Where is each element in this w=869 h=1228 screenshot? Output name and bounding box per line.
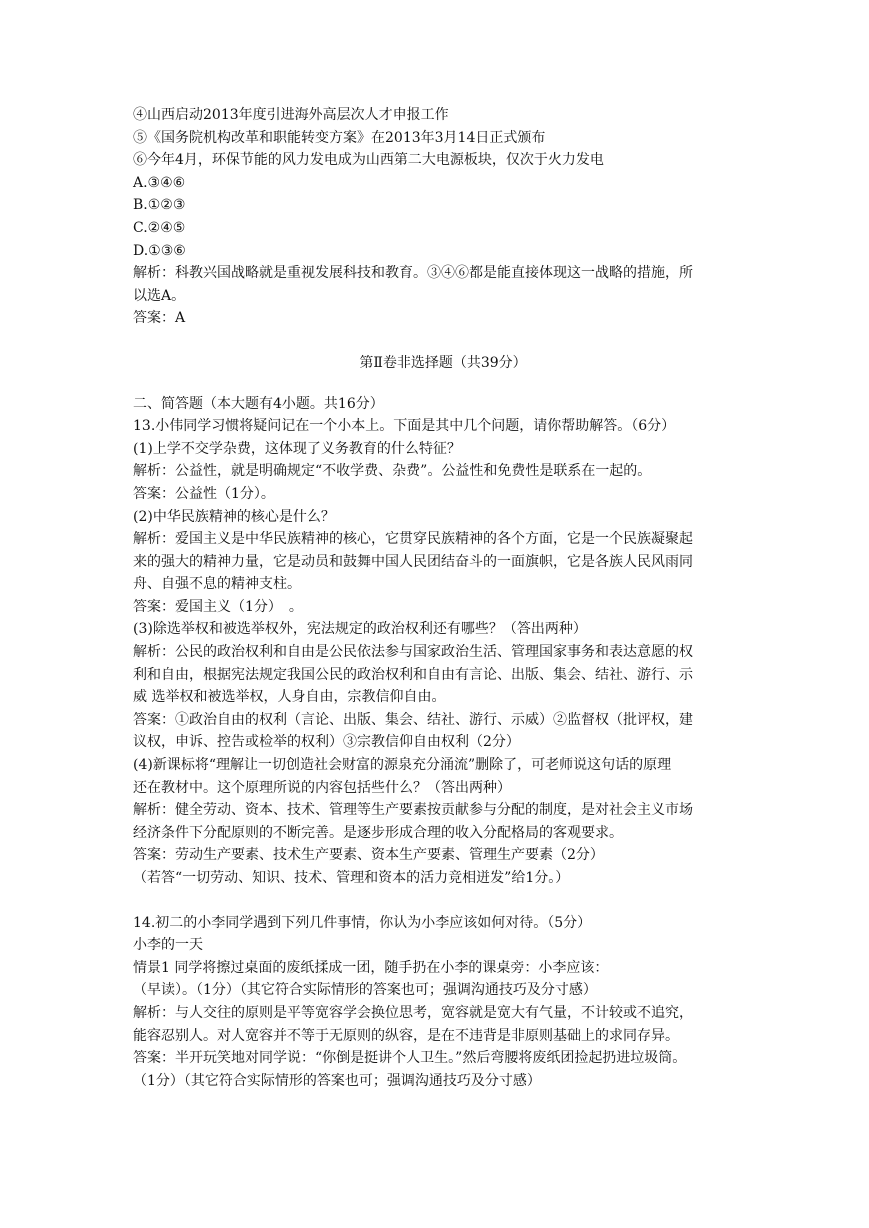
scenario-1-note: （早读）。（1分）（其它符合实际情形的答案也可；强调沟通技巧及分寸感） bbox=[133, 982, 597, 999]
analysis-line: 威 选举权和被选举权，人身自由，宗教信仰自由。 bbox=[133, 689, 446, 706]
option-statement-6: ⑥今年4月，环保节能的风力发电成为山西第二大电源板块，仅次于火力发电 bbox=[133, 152, 604, 169]
analysis-line: 以选A。 bbox=[133, 287, 186, 304]
answer-note: （若答“一切劳动、知识、技术、管理和资本的活力竞相迸发”给1分。） bbox=[133, 870, 570, 886]
answer-line: 答案：A bbox=[133, 310, 186, 327]
sub-question: 还在教材中。这个原理所说的内容包括些什么？（答出两种） bbox=[133, 779, 511, 796]
analysis-line: 经济条件下分配原则的不断完善。是逐步形成合理的收入分配格局的客观要求。 bbox=[133, 824, 623, 841]
analysis-line: 解析：公益性，就是明确规定“不收学费、杂费”。公益性和免费性是联系在一起的。 bbox=[133, 463, 652, 480]
scenario-1: 情景1 同学将擦过桌面的废纸揉成一团，随手扔在小李的课桌旁：小李应该： bbox=[133, 959, 609, 976]
analysis-line: 解析：公民的政治权利和自由是公民依法参与国家政治生活、管理国家事务和表达意愿的权 bbox=[133, 644, 693, 661]
document-page bbox=[133, 104, 753, 1092]
section-question-14 bbox=[133, 912, 753, 1093]
answer-line: 答案：公益性（1分）。 bbox=[133, 485, 275, 502]
answer-line: 答案：爱国主义（1分） 。 bbox=[133, 598, 303, 615]
sub-question: (4)新课标将“理解让一切创造社会财富的源泉充分涌流”删除了，可老师说这句话的原理 bbox=[133, 757, 672, 774]
question-13-stem: 13.小伟同学习惯将疑问记在一个小本上。下面是其中几个问题，请你帮助解答。（6分） bbox=[133, 418, 676, 435]
analysis-line: 解析：科教兴国战略就是重视发展科技和教育。③④⑥都是能直接体现这一战略的措施，所 bbox=[133, 265, 693, 282]
sub-question: (3)除选举权和被选举权外，宪法规定的政治权利还有哪些？（答出两种） bbox=[133, 621, 587, 638]
analysis-line: 解析：与人交往的原则是平等宽容学会换位思考，宽容就是宽大有气量，不计较或不追究， bbox=[133, 1004, 693, 1021]
part-2-title: 第Ⅱ卷非选择题（共39分） bbox=[359, 354, 527, 371]
question-14-stem: 14.初二的小李同学遇到下列几件事情，你认为小李应该如何对待。（5分） bbox=[133, 914, 592, 931]
section-choice-question bbox=[133, 104, 753, 330]
sub-question: (2)中华民族精神的核心是什么？ bbox=[133, 508, 335, 525]
answer-note: （1分）（其它符合实际情形的答案也可；强调沟通技巧及分寸感） bbox=[133, 1072, 541, 1089]
sub-question: (1)上学不交学杂费，这体现了义务教育的什么特征？ bbox=[133, 440, 461, 457]
option-statement-4: ④山西启动2013年度引进海外高层次人才申报工作 bbox=[133, 107, 449, 123]
choice-c: C.②④⑤ bbox=[133, 219, 186, 236]
analysis-line: 来的强大的精神力量，它是动员和鼓舞中国人民团结奋斗的一面旗帜，它是各族人民风雨同 bbox=[133, 553, 693, 570]
section-heading: 二、简答题（本大题有4小题。共16分） bbox=[133, 395, 384, 412]
answer-line: 答案：劳动生产要素、技术生产要素、资本生产要素、管理生产要素（2分） bbox=[133, 847, 604, 864]
choice-d: D.①③⑥ bbox=[133, 242, 186, 259]
answer-line: 答案：半开玩笑地对同学说：“你倒是挺讲个人卫生。”然后弯腰将废纸团捡起扔进垃圾筒。 bbox=[133, 1050, 687, 1067]
answer-line: 答案：①政治自由的权利（言论、出版、集会、结社、游行、示威）②监督权（批评权，建 bbox=[133, 711, 693, 728]
analysis-line: 利和自由，根据宪法规定我国公民的政治权利和自由有言论、出版、集会、结社、游行、示 bbox=[133, 666, 693, 683]
analysis-line: 舟、自强不息的精神支柱。 bbox=[133, 576, 301, 593]
choice-a: A.③④⑥ bbox=[133, 174, 186, 191]
answer-line: 议权，申诉、控告或检举的权利）③宗教信仰自由权利（2分） bbox=[133, 734, 520, 751]
analysis-line: 解析：爱国主义是中华民族精神的核心，它贯穿民族精神的各个方面，它是一个民族凝聚起 bbox=[133, 531, 693, 548]
section-short-answer bbox=[133, 393, 753, 890]
scenario-title: 小李的一天 bbox=[133, 937, 203, 954]
analysis-line: 解析：健全劳动、资本、技术、管理等生产要素按贡献参与分配的制度，是对社会主义市场 bbox=[133, 802, 693, 819]
analysis-line: 能容忍别人。对人宽容并不等于无原则的纵容，是在不违背是非原则基础上的求同存异。 bbox=[133, 1027, 679, 1044]
option-statement-5: ⑤《国务院机构改革和职能转变方案》在2013年3月14日正式颁布 bbox=[133, 129, 546, 146]
choice-b: B.①②③ bbox=[133, 197, 186, 214]
